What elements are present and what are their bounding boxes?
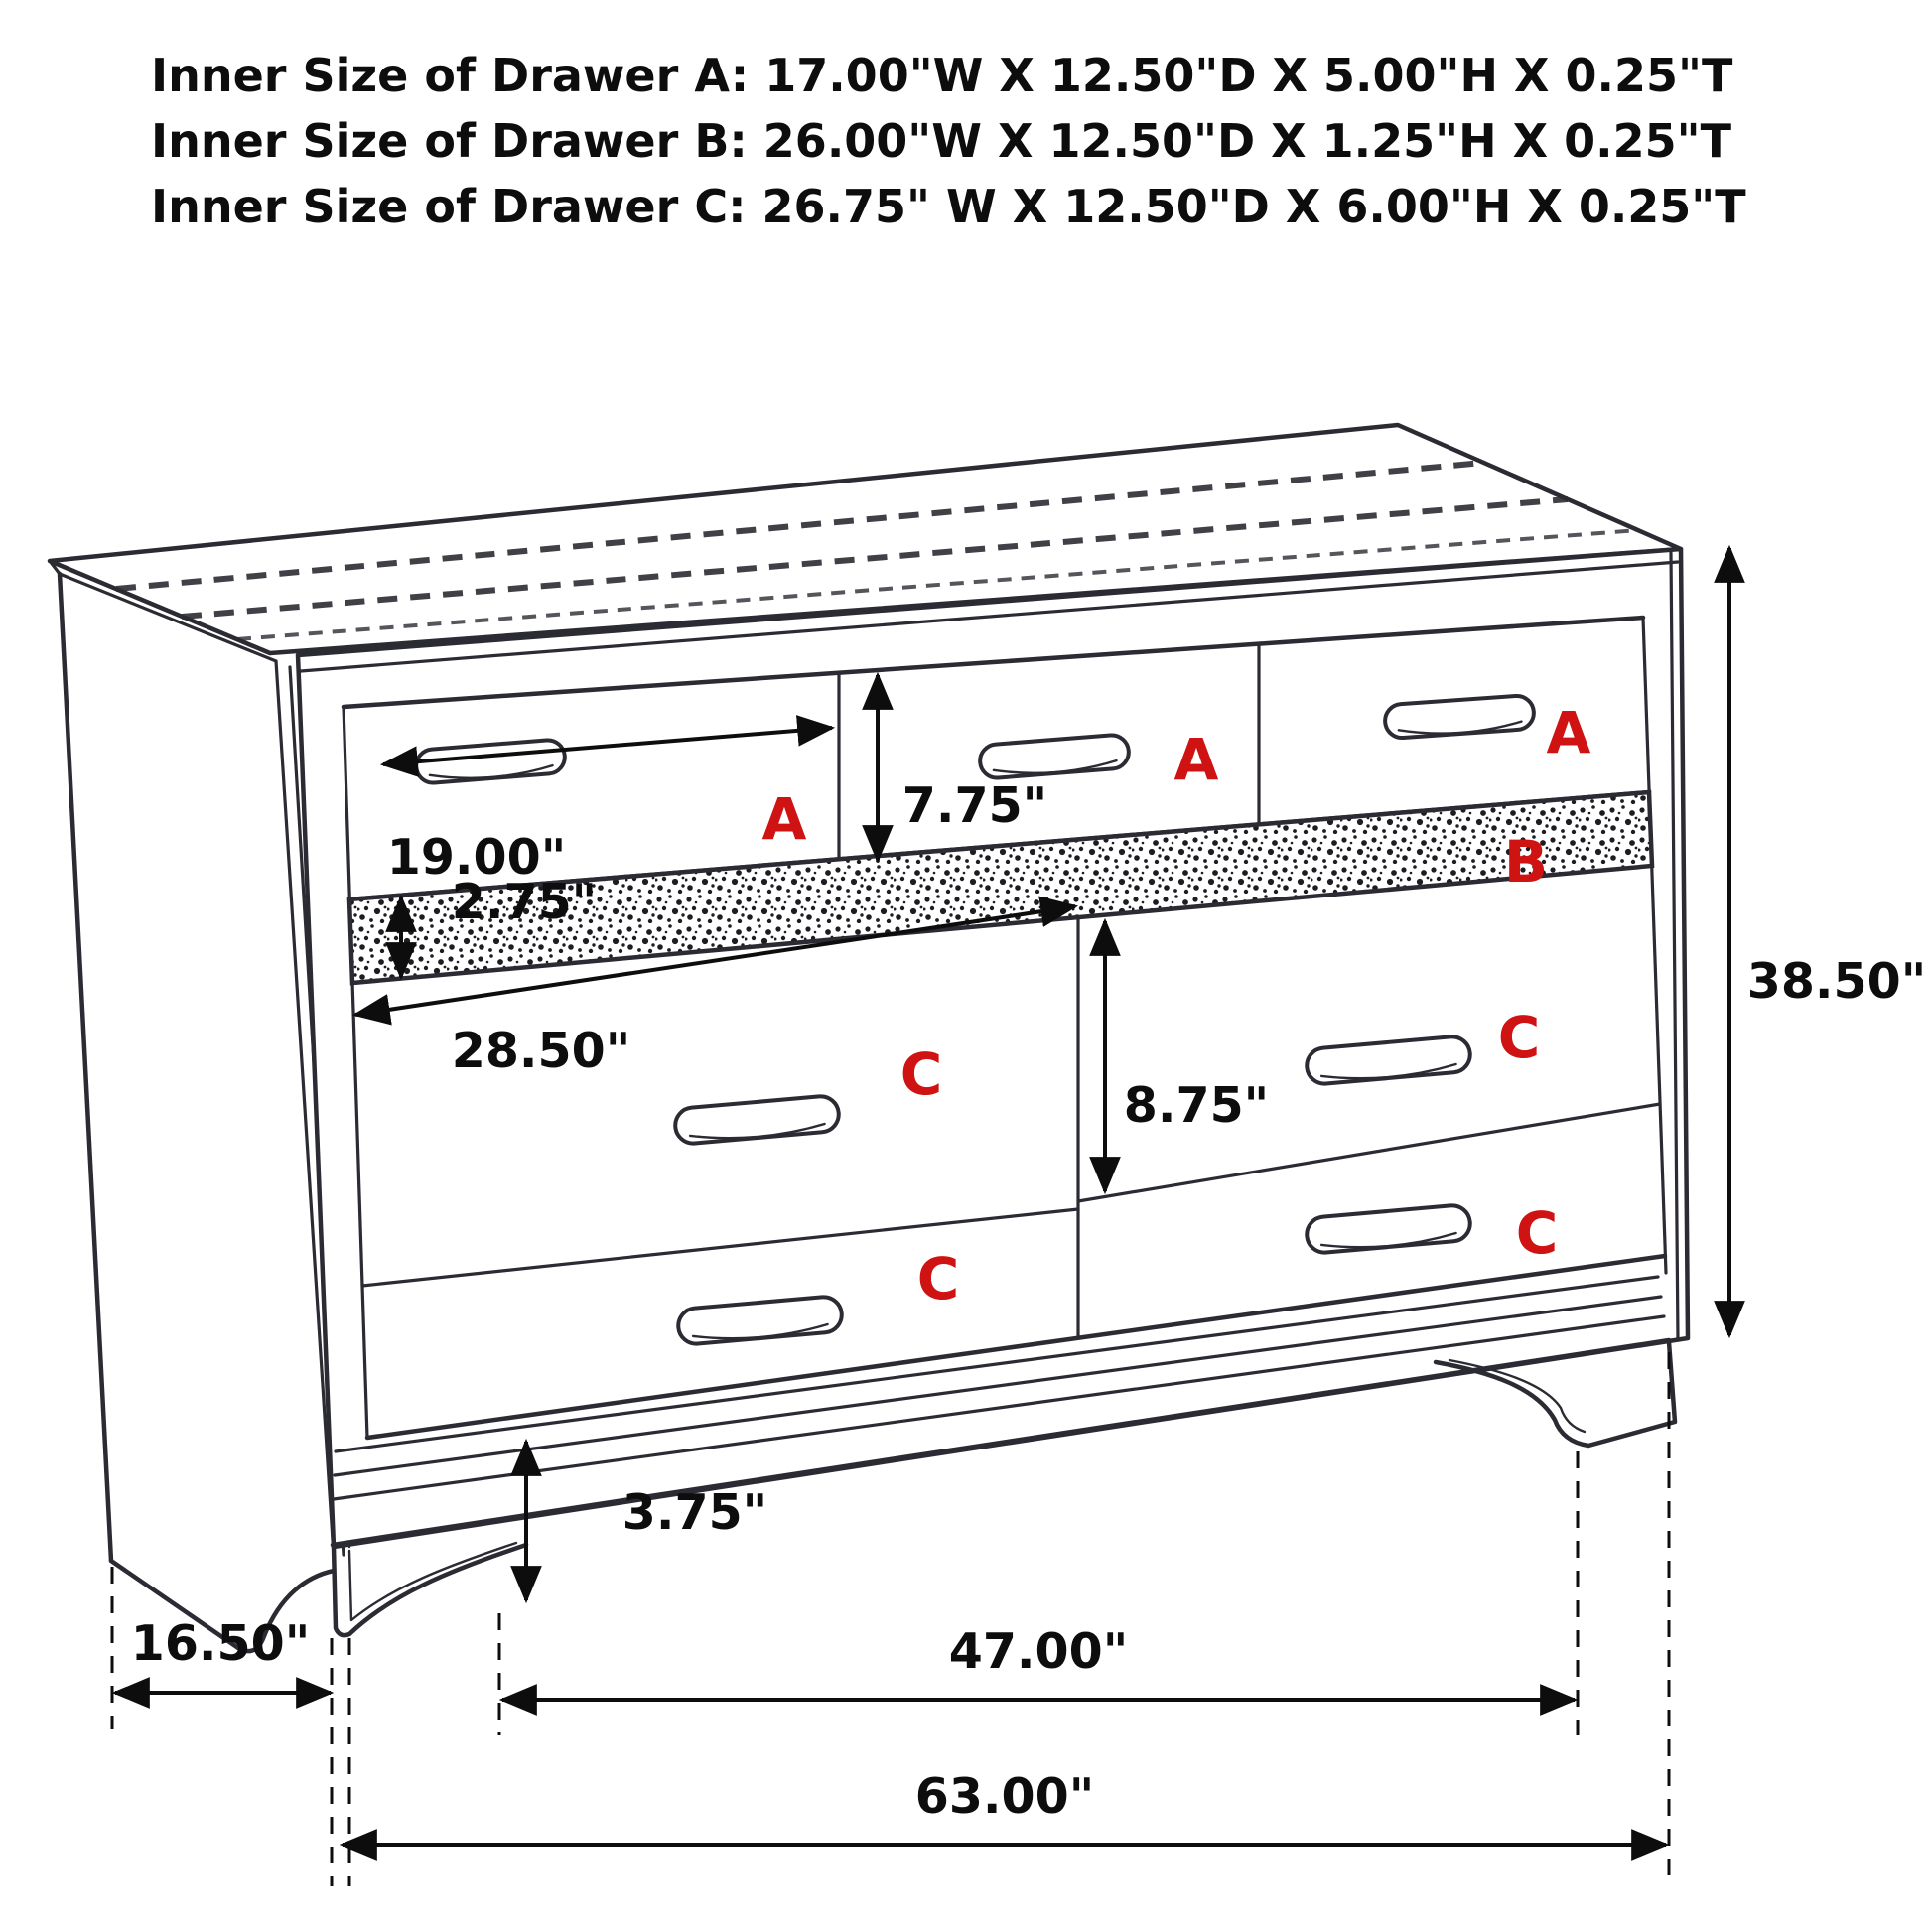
label-drawer-c-right-top: C [1497,1004,1541,1071]
label-drawer-a3: A [1546,699,1591,766]
dim-label-total-width: 63.00" [914,1768,1095,1825]
dresser-drawing [50,425,1688,1651]
label-drawer-a1: A [761,785,807,853]
dim-label-total-height: 38.50" [1746,953,1927,1010]
label-drawer-c-left-bottom: C [916,1245,960,1312]
left-front-foot [334,1545,526,1635]
label-drawer-a2: A [1173,726,1219,793]
spec-line-drawer-c: Inner Size of Drawer C: 26.75" W X 12.50"D X 6.00"H X 0.25"T [151,180,1746,233]
dim-label-foot-height: 3.75" [621,1484,768,1541]
spec-line-drawer-a: Inner Size of Drawer A: 17.00"W X 12.50"D X 5.00"H X 0.25"T [151,49,1733,102]
label-drawer-b: B [1503,828,1549,896]
dim-label-drawer-b-height: 2.75" [451,874,598,930]
dim-label-drawer-a-width: 19.00" [386,829,567,886]
header-specs [151,49,1746,233]
dim-label-drawer-c-width: 28.50" [451,1023,631,1079]
dim-label-feet-span: 47.00" [948,1623,1129,1680]
label-drawer-c-left-top: C [899,1040,943,1108]
dim-label-drawer-c-height: 8.75" [1123,1077,1270,1134]
spec-line-drawer-b: Inner Size of Drawer B: 26.00"W X 12.50"D X 1.25"H X 0.25"T [151,114,1731,168]
label-drawer-c-right-bottom: C [1515,1199,1559,1267]
dim-label-depth: 16.50" [130,1615,311,1672]
dim-label-drawer-a-height: 7.75" [901,777,1048,834]
